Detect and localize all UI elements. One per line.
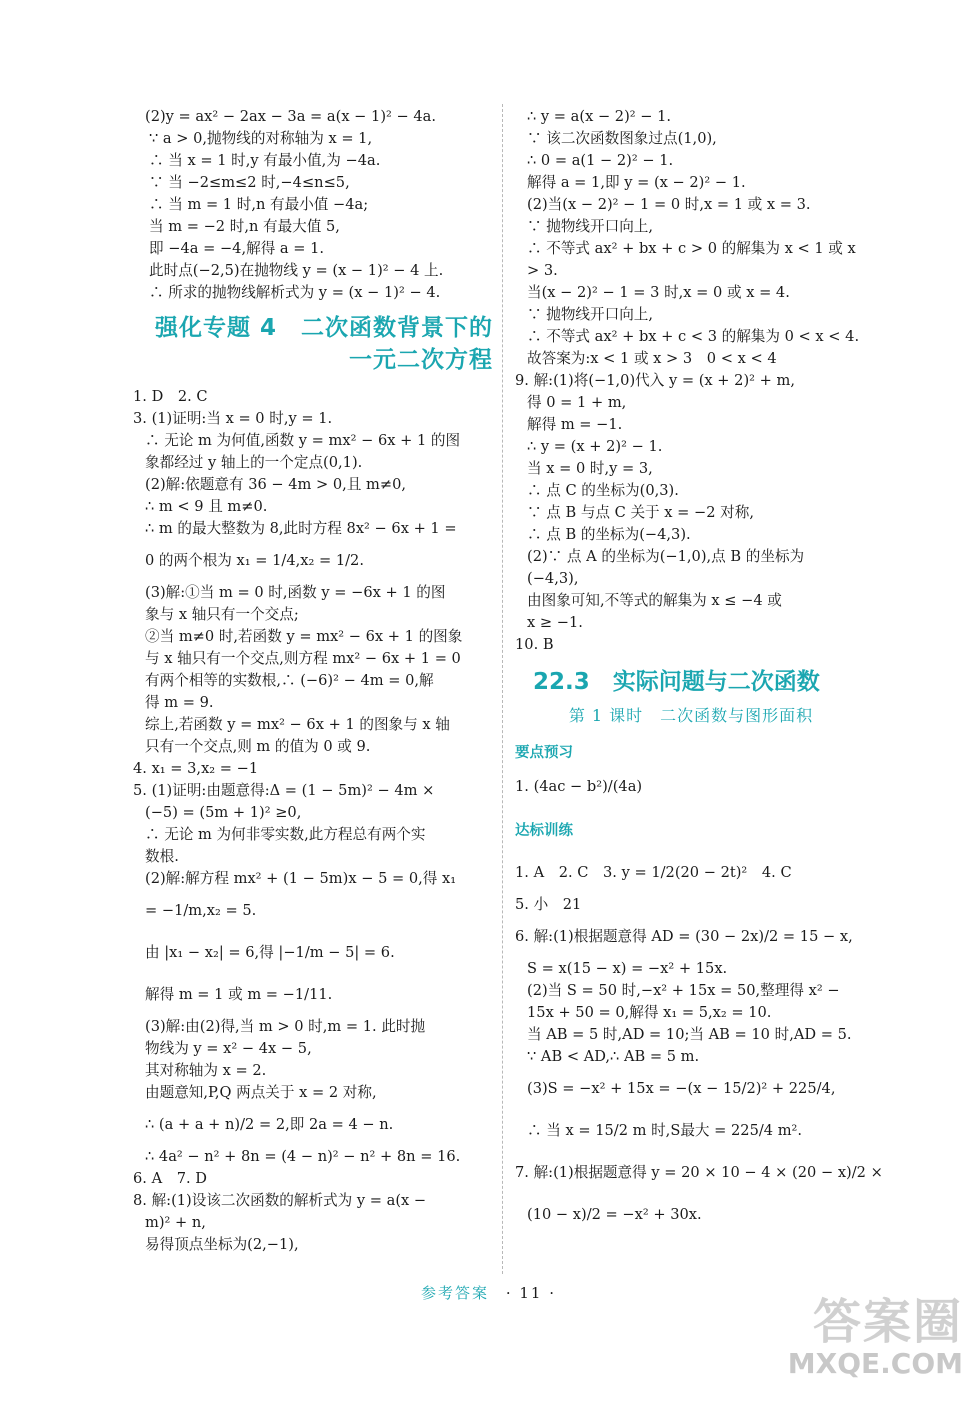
- answer-line: 象与 x 轴只有一个交点;: [145, 606, 299, 623]
- answer-line: 4. x₁ = 3,x₂ = −1: [133, 760, 259, 777]
- answer-line: 得 0 = 1 + m,: [527, 394, 627, 411]
- answer-line: 故答案为:x < 1 或 x > 3 0 < x < 4: [527, 350, 777, 367]
- text-line: ∵ a > 0,抛物线的对称轴为 x = 1,: [149, 130, 373, 147]
- answer-line: 7. 解:(1)根据题意得 y = 20 × 10 − 4 × (20 − x)/2 ×: [515, 1164, 883, 1181]
- answer-line: 5. (1)证明:由题意得:Δ = (1 − 5m)² − 4m ×: [133, 782, 435, 799]
- answer-line: 只有一个交点,则 m 的值为 0 或 9.: [145, 738, 371, 755]
- answer-line: 0 的两个根为 x₁ = 1/4,x₂ = 1/2.: [145, 552, 364, 569]
- answer-line: ∴ 不等式 ax² + bx + c > 0 的解集为 x < 1 或 x: [527, 240, 856, 257]
- answer-line: ∴ (a + a + n)/2 = 2,即 2a = 4 − n.: [145, 1116, 394, 1133]
- answer-line: ∴ y = (x + 2)² − 1.: [527, 438, 663, 455]
- answer-line: ∵ 点 B 与点 C 关于 x = −2 对称,: [527, 504, 755, 521]
- answer-line: 当 x = 0 时,y = 3,: [527, 460, 653, 477]
- answer-line: 10. B: [515, 636, 554, 653]
- answer-line: (2)∵ 点 A 的坐标为(−1,0),点 B 的坐标为: [527, 548, 805, 565]
- answer-line: 由图象可知,不等式的解集为 x ≤ −4 或: [527, 592, 782, 609]
- answer-line: 由 |x₁ − x₂| = 6,得 |−1/m − 5| = 6.: [145, 944, 395, 961]
- answer-line: 象都经过 y 轴上的一个定点(0,1).: [145, 454, 363, 471]
- answer-line: 3. (1)证明:当 x = 0 时,y = 1.: [133, 410, 333, 427]
- answer-line: ∵ 该二次函数图象过点(1,0),: [527, 130, 717, 147]
- answer-line: ∴ 点 B 的坐标为(−4,3).: [527, 526, 691, 543]
- answer-line: (3)解:①当 m = 0 时,函数 y = −6x + 1 的图: [145, 584, 446, 601]
- answer-line: 得 m = 9.: [145, 694, 214, 711]
- answer-line: ∴ y = a(x − 2)² − 1.: [527, 108, 672, 125]
- answer-line: 1. A 2. C 3. y = 1/2(20 − 2t)² 4. C: [515, 864, 792, 881]
- answer-line: ∴ 不等式 ax² + bx + c < 3 的解集为 0 < x < 4.: [527, 328, 860, 345]
- answer-line: (2)当 S = 50 时,−x² + 15x = 50,整理得 x² −: [527, 982, 840, 999]
- answer-line: ∴ 当 x = 15/2 m 时,S最大 = 225/4 m².: [527, 1122, 803, 1139]
- right-column: [515, 106, 883, 1236]
- answer-line: ∴ 无论 m 为何非零实数,此方程总有两个实: [145, 826, 426, 843]
- answer-line: ∵ 抛物线开口向上,: [527, 306, 654, 323]
- answer-line: (2)解:依题意有 36 − 4m > 0,且 m≠0,: [145, 476, 407, 493]
- answer-line: S = x(15 − x) = −x² + 15x.: [527, 960, 728, 977]
- watermark-logo: 答案圈: [812, 1294, 963, 1350]
- answer-line: 6. A 7. D: [133, 1170, 207, 1187]
- answer-line: ∵ AB < AD,∴ AB = 5 m.: [527, 1048, 700, 1065]
- answer-line: (3)解:由(2)得,当 m > 0 时,m = 1. 此时抛: [145, 1018, 426, 1035]
- text-line: 当 m = −2 时,n 有最大值 5,: [149, 218, 340, 235]
- watermark: [788, 1296, 963, 1380]
- answer-line: 解得 m = −1.: [527, 416, 623, 433]
- answer-line: (3)S = −x² + 15x = −(x − 15/2)² + 225/4,: [527, 1080, 836, 1097]
- answer-line: 8. 解:(1)设该二次函数的解析式为 y = a(x −: [133, 1192, 427, 1209]
- answer-line: 解得 m = 1 或 m = −1/11.: [145, 986, 333, 1003]
- label-training: 达标训练: [515, 823, 573, 839]
- answer-line: 1. D 2. C: [133, 388, 208, 405]
- lesson-title: 第 1 课时 二次函数与图形面积: [568, 706, 814, 725]
- text-line: 此时点(−2,5)在抛物线 y = (x − 1)² − 4 上.: [149, 262, 444, 279]
- answer-line: 当(x − 2)² − 1 = 3 时,x = 0 或 x = 4.: [527, 284, 790, 301]
- answer-line: 其对称轴为 x = 2.: [145, 1062, 267, 1079]
- answer-line: ∴ 无论 m 为何值,函数 y = mx² − 6x + 1 的图: [145, 432, 461, 449]
- answer-line: (2)当(x − 2)² − 1 = 0 时,x = 1 或 x = 3.: [527, 196, 811, 213]
- answer-line: (2)解:解方程 mx² + (1 − 5m)x − 5 = 0,得 x₁: [145, 870, 457, 887]
- watermark-url: MXQE.COM: [787, 1347, 963, 1380]
- answer-line: 解得 a = 1,即 y = (x − 2)² − 1.: [527, 174, 746, 191]
- text-line: ∵ 当 −2≤m≤2 时,−4≤n≤5,: [149, 174, 350, 191]
- answer-line: 综上,若函数 y = mx² − 6x + 1 的图象与 x 轴: [145, 716, 450, 733]
- answer-line: 由题意知,P,Q 两点关于 x = 2 对称,: [145, 1084, 377, 1101]
- answer-line: = −1/m,x₂ = 5.: [145, 902, 257, 919]
- column-divider: [502, 104, 503, 1274]
- answer-line: ∴ m 的最大整数为 8,此时方程 8x² − 6x + 1 =: [145, 520, 457, 537]
- text-line: 即 −4a = −4,解得 a = 1.: [149, 240, 325, 257]
- topic-title-line2: 一元二次方程: [349, 347, 493, 373]
- topic-title: 强化专题 4 二次函数背景下的: [154, 315, 493, 341]
- text-line: ∴ 当 m = 1 时,n 有最小值 −4a;: [149, 196, 369, 213]
- text-line: (2)y = ax² − 2ax − 3a = a(x − 1)² − 4a.: [145, 108, 437, 125]
- answer-line: (−5) = (5m + 1)² ≥0,: [145, 804, 302, 821]
- section-title: 22.3 实际问题与二次函数: [533, 669, 820, 695]
- answer-line: 6. 解:(1)根据题意得 AD = (30 − 2x)/2 = 15 − x,: [515, 928, 853, 945]
- footer-label: 参考答案: [421, 1284, 490, 1302]
- answer-line: 9. 解:(1)将(−1,0)代入 y = (x + 2)² + m,: [515, 372, 795, 389]
- text-line: ∴ 当 x = 1 时,y 有最小值,为 −4a.: [149, 152, 381, 169]
- answer-line: ∵ 抛物线开口向上,: [527, 218, 654, 235]
- page-number: · 11 ·: [505, 1284, 556, 1302]
- answer-line: m)² + n,: [145, 1214, 206, 1231]
- answer-line: (−4,3),: [527, 570, 579, 587]
- left-column: [133, 106, 493, 1256]
- answer-line: ∴ 4a² − n² + 8n = (4 − n)² − n² + 8n = 16.: [145, 1148, 461, 1165]
- answer-line: > 3.: [527, 262, 558, 279]
- answer-line: 当 AB = 5 时,AD = 10;当 AB = 10 时,AD = 5.: [527, 1026, 852, 1043]
- answer-line: 与 x 轴只有一个交点,则方程 mx² − 6x + 1 = 0: [145, 650, 461, 667]
- answer-line: (10 − x)/2 = −x² + 30x.: [527, 1206, 702, 1223]
- answer-line: 15x + 50 = 0,解得 x₁ = 5,x₂ = 10.: [527, 1004, 772, 1021]
- preview-answer: 1. (4ac − b²)/(4a): [515, 778, 643, 795]
- answer-line: 有两个相等的实数根,∴ (−6)² − 4m = 0,解: [145, 672, 434, 689]
- answer-line: ②当 m≠0 时,若函数 y = mx² − 6x + 1 的图象: [145, 628, 463, 645]
- text-line: ∴ 所求的抛物线解析式为 y = (x − 1)² − 4.: [149, 284, 441, 301]
- answer-line: ∴ 点 C 的坐标为(0,3).: [527, 482, 679, 499]
- answer-line: 数根.: [145, 848, 179, 865]
- answer-line: x ≥ −1.: [527, 614, 583, 631]
- answer-line: 物线为 y = x² − 4x − 5,: [145, 1040, 312, 1057]
- label-preview: 要点预习: [515, 745, 573, 761]
- answer-line: 易得顶点坐标为(2,−1),: [145, 1236, 299, 1253]
- answer-line: ∴ m < 9 且 m≠0.: [145, 498, 268, 515]
- answer-line: ∴ 0 = a(1 − 2)² − 1.: [527, 152, 674, 169]
- answer-line: 5. 小 21: [515, 896, 582, 913]
